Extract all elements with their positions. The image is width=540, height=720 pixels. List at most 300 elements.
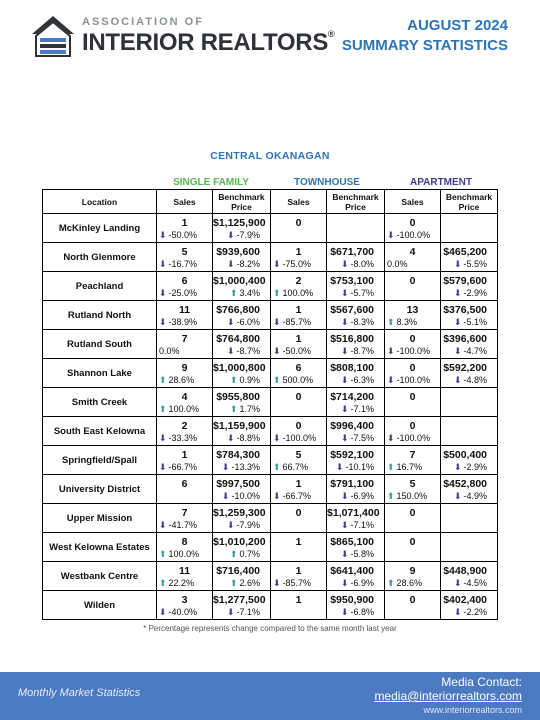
price-change — [441, 404, 497, 415]
arrow-down-icon: ⬇ — [226, 230, 235, 240]
price-change-text: -5.1% — [463, 317, 487, 327]
benchmark-price: $592,100 — [330, 449, 374, 461]
table-row — [43, 214, 498, 243]
col-sf-sales: Sales — [157, 190, 213, 214]
th-sales-cell — [271, 330, 327, 359]
col-ap-benchmark — [441, 190, 498, 214]
table-body — [43, 214, 498, 620]
th-benchmark-cell — [327, 446, 385, 475]
sales-change — [271, 375, 326, 386]
arrow-up-icon: ⬆ — [159, 549, 167, 559]
price-change — [327, 346, 384, 357]
sales-value: 4 — [181, 391, 188, 403]
sales-value: 1 — [295, 304, 302, 316]
price-change — [213, 375, 270, 386]
arrow-down-icon: ⬇ — [159, 230, 167, 240]
price-change — [213, 433, 270, 444]
footer-bar — [0, 672, 540, 720]
arrow-down-icon: ⬇ — [340, 520, 349, 530]
arrow-down-icon: ⬇ — [340, 433, 349, 443]
arrow-down-icon: ⬇ — [453, 317, 462, 327]
price-change-text: -6.8% — [350, 607, 374, 617]
sf-benchmark-cell — [213, 388, 271, 417]
sales-change — [271, 230, 326, 241]
sales-value: 1 — [181, 217, 188, 229]
price-change-text: -4.7% — [463, 346, 487, 356]
arrow-up-icon: ⬆ — [387, 317, 395, 327]
sales-change — [271, 462, 326, 473]
sales-change — [385, 549, 440, 560]
price-change — [327, 462, 384, 473]
sf-benchmark-cell — [213, 243, 271, 272]
sales-change — [385, 520, 440, 531]
price-change-text: -7.9% — [236, 230, 260, 240]
location-cell: Rutland North — [43, 301, 157, 330]
th-sales-cell — [271, 533, 327, 562]
sales-change-text: -66.7% — [168, 462, 198, 472]
sales-change-text: -50.0% — [282, 346, 312, 356]
sales-value: 11 — [178, 565, 191, 577]
price-change-text: -13.3% — [231, 462, 260, 472]
benchmark-price: $1,000,400 — [213, 275, 266, 287]
sales-value: 0 — [409, 594, 416, 606]
location-cell: McKinley Landing — [43, 214, 157, 243]
footer-series-label: Monthly Market Statistics — [18, 687, 141, 699]
price-change-text: -5.5% — [463, 259, 487, 269]
benchmark-price: $1,071,400 — [327, 507, 380, 519]
sales-change — [157, 288, 212, 299]
location-cell: Westbank Centre — [43, 562, 157, 591]
sales-change — [157, 404, 212, 415]
benchmark-price: $500,400 — [443, 449, 487, 461]
sales-value: 0 — [409, 275, 416, 287]
price-change-text: -6.9% — [350, 578, 374, 588]
price-change-text: -4.8% — [463, 375, 487, 385]
sales-value: 2 — [181, 420, 188, 432]
price-change — [213, 288, 270, 299]
th-benchmark-cell — [327, 214, 385, 243]
sales-value: 0 — [409, 507, 416, 519]
sales-change — [385, 578, 440, 589]
price-change — [213, 578, 270, 589]
benchmark-price: $396,600 — [443, 333, 487, 345]
sales-value: 13 — [406, 304, 419, 316]
sales-change — [271, 491, 326, 502]
arrow-down-icon: ⬇ — [226, 346, 235, 356]
price-change — [441, 491, 497, 502]
sales-change-text: -100.0% — [396, 433, 431, 443]
price-change-text: -4.5% — [463, 578, 487, 588]
arrow-down-icon: ⬇ — [226, 317, 235, 327]
arrow-up-icon: ⬆ — [273, 288, 281, 298]
price-change-text: -6.3% — [350, 375, 374, 385]
sales-value: 1 — [295, 594, 302, 606]
sales-value: 0 — [409, 420, 416, 432]
col-label: Price — [345, 201, 366, 212]
benchmark-price — [441, 536, 497, 548]
table-row — [43, 388, 498, 417]
price-change — [327, 288, 384, 299]
sf-benchmark-cell — [213, 475, 271, 504]
sales-change-text: -100.0% — [396, 375, 431, 385]
col-label: Benchmark — [218, 191, 265, 202]
location-cell: Shannon Lake — [43, 359, 157, 388]
price-change — [441, 578, 497, 589]
sales-change — [157, 259, 212, 270]
logo-wordmark: INTERIOR REALTORS — [82, 29, 329, 56]
th-sales-cell — [271, 475, 327, 504]
sf-sales-cell — [157, 301, 213, 330]
footnote: * Percentage represents change compared to the same month last year — [143, 624, 397, 633]
sales-value: 1 — [295, 246, 302, 258]
sales-change-text: 66.7% — [282, 462, 309, 472]
benchmark-price: $1,159,900 — [213, 420, 266, 432]
sales-change-text: 22.2% — [168, 578, 195, 588]
sales-change — [271, 607, 326, 618]
price-change-text: -8.7% — [236, 346, 260, 356]
price-change-text: -8.8% — [236, 433, 260, 443]
arrow-down-icon: ⬇ — [221, 491, 230, 501]
sales-change-text: -25.0% — [168, 288, 198, 298]
price-change — [441, 607, 497, 618]
price-change — [327, 549, 384, 560]
sales-change — [271, 520, 326, 531]
sales-change-text: 0.0% — [387, 259, 408, 269]
price-change-text: -6.9% — [350, 491, 374, 501]
price-change — [327, 433, 384, 444]
sales-change — [385, 288, 440, 299]
sales-change-text: -16.7% — [168, 259, 198, 269]
arrow-down-icon: ⬇ — [340, 549, 349, 559]
th-benchmark-cell — [327, 272, 385, 301]
ap-benchmark-cell — [441, 388, 498, 417]
price-change-text: -5.7% — [350, 288, 374, 298]
benchmark-price — [327, 217, 384, 229]
sales-value: 2 — [295, 275, 302, 287]
location-cell: Springfield/Spall — [43, 446, 157, 475]
price-change-text: 3.4% — [239, 288, 260, 298]
sales-change-text: -33.3% — [168, 433, 198, 443]
th-benchmark-cell — [327, 301, 385, 330]
sales-value: 0 — [295, 391, 302, 403]
sf-sales-cell — [157, 243, 213, 272]
ap-sales-cell — [385, 272, 441, 301]
arrow-down-icon: ⬇ — [340, 607, 349, 617]
price-change-text: -7.1% — [236, 607, 260, 617]
arrow-down-icon: ⬇ — [453, 375, 462, 385]
th-benchmark-cell — [327, 533, 385, 562]
table-row — [43, 359, 498, 388]
logo-text-association: ASSOCIATION OF — [82, 16, 204, 28]
price-change — [441, 346, 497, 357]
sf-sales-cell — [157, 504, 213, 533]
price-change — [213, 607, 270, 618]
sales-value: 0 — [409, 391, 416, 403]
location-cell: University District — [43, 475, 157, 504]
registered-mark: ® — [328, 29, 335, 39]
price-change — [327, 230, 384, 241]
arrow-down-icon: ⬇ — [226, 259, 235, 269]
ap-benchmark-cell — [441, 301, 498, 330]
report-title — [342, 16, 508, 56]
arrow-up-icon: ⬆ — [273, 462, 281, 472]
benchmark-price: $939,600 — [216, 246, 260, 258]
ap-benchmark-cell — [441, 359, 498, 388]
th-benchmark-cell — [327, 562, 385, 591]
benchmark-price: $1,277,500 — [213, 594, 266, 606]
arrow-down-icon: ⬇ — [340, 317, 349, 327]
sf-benchmark-cell — [213, 330, 271, 359]
location-cell: West Kelowna Estates — [43, 533, 157, 562]
price-change — [441, 520, 497, 531]
sales-change-text: 150.0% — [396, 491, 428, 501]
sf-sales-cell — [157, 533, 213, 562]
th-benchmark-cell — [327, 504, 385, 533]
price-change-text: -8.3% — [350, 317, 374, 327]
statistics-table — [42, 189, 498, 620]
price-change-text: 0.9% — [239, 375, 260, 385]
sales-change-text: -85.7% — [282, 578, 312, 588]
sales-value: 9 — [409, 565, 416, 577]
group-apartment: APARTMENT — [409, 177, 473, 188]
price-change — [327, 491, 384, 502]
table-row — [43, 446, 498, 475]
th-sales-cell — [271, 562, 327, 591]
sales-change-text: 28.6% — [396, 578, 423, 588]
arrow-down-icon: ⬇ — [159, 520, 167, 530]
arrow-down-icon: ⬇ — [387, 346, 395, 356]
benchmark-price: $1,000,800 — [213, 362, 266, 374]
arrow-down-icon: ⬇ — [159, 607, 167, 617]
sf-benchmark-cell — [213, 214, 271, 243]
arrow-down-icon: ⬇ — [340, 259, 349, 269]
ap-sales-cell — [385, 475, 441, 504]
table-row — [43, 301, 498, 330]
benchmark-price: $448,900 — [443, 565, 487, 577]
sales-value: 1 — [295, 333, 302, 345]
benchmark-price: $865,100 — [330, 536, 374, 548]
sales-change-text: 100.0% — [168, 404, 200, 414]
price-change-text: -7.1% — [350, 520, 374, 530]
ap-sales-cell — [385, 446, 441, 475]
sales-value: 7 — [181, 507, 188, 519]
sales-value: 0 — [409, 333, 416, 345]
price-change — [327, 375, 384, 386]
arrow-down-icon: ⬇ — [226, 607, 235, 617]
arrow-down-icon: ⬇ — [453, 578, 462, 588]
table-row — [43, 562, 498, 591]
sales-change — [271, 317, 326, 328]
table-row — [43, 504, 498, 533]
arrow-down-icon: ⬇ — [221, 462, 230, 472]
sales-value: 6 — [181, 275, 188, 287]
sf-benchmark-cell — [213, 562, 271, 591]
ap-sales-cell — [385, 359, 441, 388]
sf-sales-cell — [157, 562, 213, 591]
ap-sales-cell — [385, 417, 441, 446]
ap-benchmark-cell — [441, 446, 498, 475]
ap-sales-cell — [385, 562, 441, 591]
price-change-text: -10.0% — [231, 491, 260, 501]
ap-sales-cell — [385, 533, 441, 562]
price-change-text: 1.7% — [239, 404, 260, 414]
benchmark-price: $671,700 — [330, 246, 374, 258]
sales-change — [271, 578, 326, 589]
price-change — [441, 549, 497, 560]
arrow-down-icon: ⬇ — [273, 491, 281, 501]
price-change-text: 0.7% — [239, 549, 260, 559]
sales-change — [157, 491, 212, 502]
arrow-up-icon: ⬆ — [387, 578, 395, 588]
arrow-down-icon: ⬇ — [340, 404, 349, 414]
price-change-text: -6.0% — [236, 317, 260, 327]
sales-change-text: 0.0% — [159, 346, 180, 356]
sales-change-text: -40.0% — [168, 607, 198, 617]
sales-value: 4 — [409, 246, 416, 258]
price-change-text: -7.1% — [350, 404, 374, 414]
sales-value: 0 — [295, 420, 302, 432]
benchmark-price: $753,100 — [330, 275, 374, 287]
arrow-up-icon: ⬆ — [229, 578, 238, 588]
price-change — [441, 230, 497, 241]
col-ap-sales: Sales — [385, 190, 441, 214]
media-contact-label: Media Contact: — [441, 675, 522, 689]
sales-value: 7 — [409, 449, 416, 461]
arrow-up-icon: ⬆ — [229, 404, 238, 414]
sales-change — [385, 404, 440, 415]
th-benchmark-cell — [327, 591, 385, 620]
table-row — [43, 330, 498, 359]
arrow-down-icon: ⬇ — [453, 288, 462, 298]
col-label: Price — [458, 201, 480, 212]
sales-change-text: 16.7% — [396, 462, 423, 472]
price-change-text: -7.9% — [236, 520, 260, 530]
report-subtitle: SUMMARY STATISTICS — [341, 37, 508, 54]
arrow-down-icon: ⬇ — [159, 259, 167, 269]
price-change-text: -10.1% — [345, 462, 374, 472]
ap-benchmark-cell — [441, 272, 498, 301]
price-change — [213, 549, 270, 560]
benchmark-price: $516,800 — [330, 333, 374, 345]
sales-change-text: 500.0% — [282, 375, 314, 385]
benchmark-price: $402,400 — [443, 594, 487, 606]
price-change-text: -2.9% — [463, 462, 487, 472]
price-change — [327, 317, 384, 328]
ap-sales-cell — [385, 504, 441, 533]
arrow-down-icon: ⬇ — [453, 462, 462, 472]
sales-change — [271, 433, 326, 444]
sales-change-text: 8.3% — [396, 317, 418, 327]
arrow-down-icon: ⬇ — [226, 433, 235, 443]
th-sales-cell — [271, 446, 327, 475]
arrow-down-icon: ⬇ — [273, 259, 281, 269]
arrow-down-icon: ⬇ — [273, 317, 281, 327]
ap-sales-cell — [385, 330, 441, 359]
arrow-down-icon: ⬇ — [340, 578, 349, 588]
arrow-up-icon: ⬆ — [229, 288, 238, 298]
sales-value: 0 — [295, 217, 302, 229]
th-sales-cell — [271, 417, 327, 446]
benchmark-price: $567,600 — [330, 304, 374, 316]
th-sales-cell — [271, 272, 327, 301]
benchmark-price: $641,400 — [330, 565, 374, 577]
sales-change — [385, 346, 440, 357]
arrow-down-icon: ⬇ — [273, 433, 281, 443]
arrow-down-icon: ⬇ — [453, 607, 462, 617]
arrow-up-icon: ⬆ — [273, 375, 281, 385]
price-change-text: -8.2% — [236, 259, 260, 269]
sales-change — [385, 433, 440, 444]
benchmark-price: $766,800 — [216, 304, 260, 316]
sales-value: 5 — [181, 246, 188, 258]
website-link[interactable]: www.interiorrealtors.com — [423, 705, 522, 715]
benchmark-price — [441, 391, 497, 403]
col-sf-benchmark — [213, 190, 271, 214]
price-change — [213, 346, 270, 357]
location-cell: Smith Creek — [43, 388, 157, 417]
th-sales-cell — [271, 504, 327, 533]
price-change-text: -2.2% — [463, 607, 487, 617]
sales-value: 0 — [409, 362, 416, 374]
house-logo-icon — [30, 14, 76, 58]
media-email-link[interactable]: media@interiorrealtors.com — [374, 689, 522, 703]
sf-sales-cell — [157, 214, 213, 243]
benchmark-price: $1,125,900 — [213, 217, 266, 229]
media-contact — [374, 675, 522, 716]
benchmark-price: $784,300 — [216, 449, 260, 461]
sales-change — [157, 375, 212, 386]
ap-sales-cell — [385, 214, 441, 243]
arrow-down-icon: ⬇ — [387, 375, 395, 385]
sales-change-text: -100.0% — [282, 433, 317, 443]
sales-change — [157, 549, 212, 560]
table-row — [43, 475, 498, 504]
group-townhouse: TOWNHOUSE — [294, 177, 360, 188]
benchmark-price — [441, 507, 497, 519]
price-change — [441, 462, 497, 473]
ap-sales-cell — [385, 591, 441, 620]
col-th-benchmark — [327, 190, 385, 214]
th-benchmark-cell — [327, 243, 385, 272]
ap-benchmark-cell — [441, 330, 498, 359]
benchmark-price: $1,259,300 — [213, 507, 266, 519]
sales-change-text: -50.0% — [168, 230, 198, 240]
table-row — [43, 243, 498, 272]
price-change — [213, 230, 270, 241]
price-change — [327, 404, 384, 415]
col-label: Benchmark — [445, 191, 493, 202]
sales-change — [157, 433, 212, 444]
ap-sales-cell — [385, 243, 441, 272]
benchmark-price: $950,900 — [330, 594, 374, 606]
price-change — [441, 288, 497, 299]
benchmark-price: $791,100 — [330, 478, 374, 490]
sf-benchmark-cell — [213, 591, 271, 620]
sales-change — [385, 317, 440, 328]
arrow-up-icon: ⬆ — [159, 375, 167, 385]
col-label: Price — [231, 201, 252, 212]
ap-benchmark-cell — [441, 214, 498, 243]
price-change — [441, 259, 497, 270]
arrow-up-icon: ⬆ — [159, 404, 167, 414]
table-row — [43, 533, 498, 562]
arrow-down-icon: ⬇ — [273, 578, 281, 588]
benchmark-price: $376,500 — [443, 304, 487, 316]
arrow-down-icon: ⬇ — [273, 346, 281, 356]
sales-change — [157, 317, 212, 328]
benchmark-price: $592,200 — [443, 362, 487, 374]
col-label: Benchmark — [332, 191, 379, 202]
